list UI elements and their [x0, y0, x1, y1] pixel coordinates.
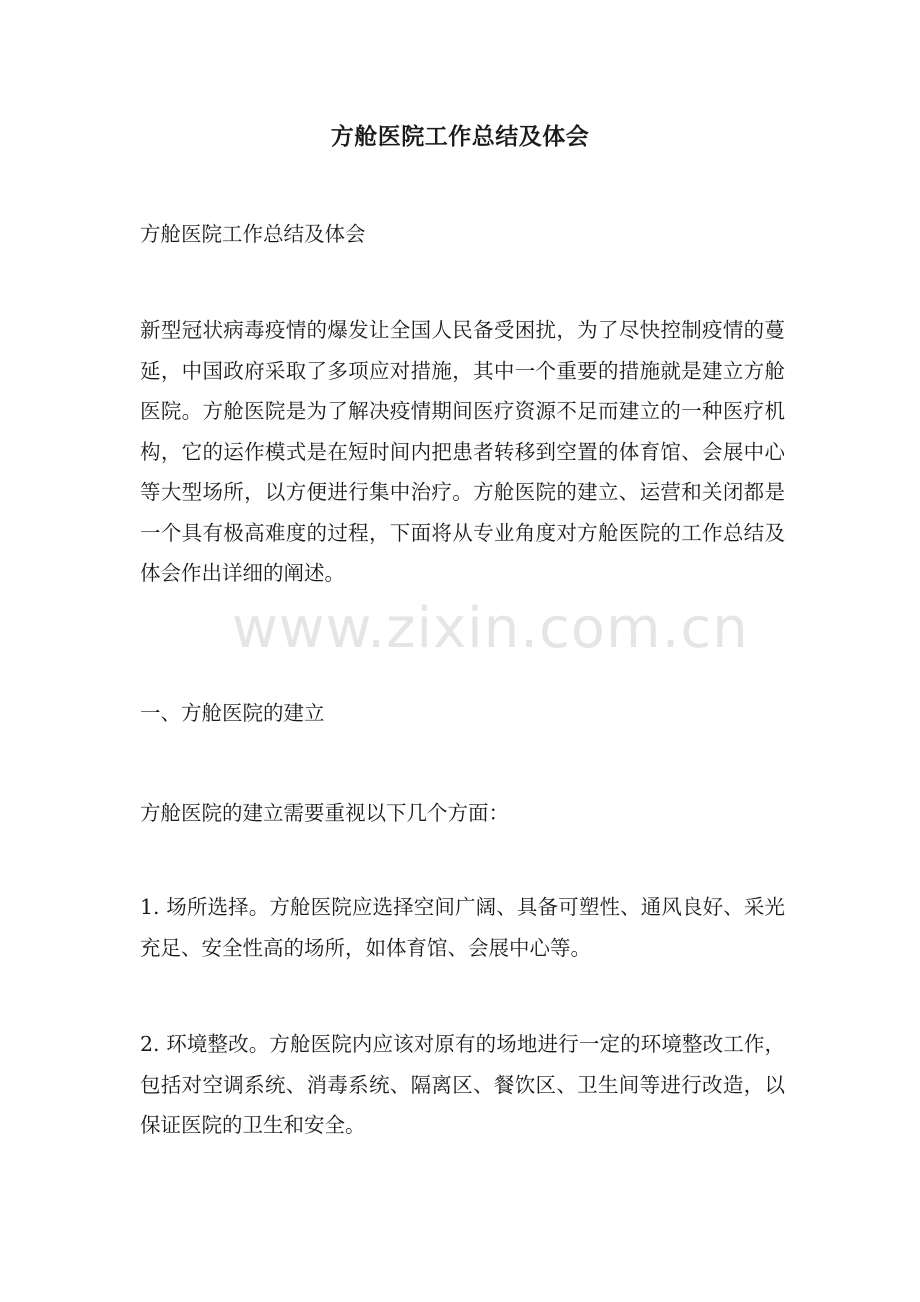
watermark: www.zixin.com.cn — [232, 596, 749, 661]
intro-paragraph: 新型冠状病毒疫情的爆发让全国人民备受困扰，为了尽快控制疫情的蔓延，中国政府采取了多项应对措施，其中一个重要的措施就是建立方舱医院。方舱医院是为了解决疫情期间医疗资源不足而建立的一种医疗机构，它的运作模式是在短时间内把患者转移到空置的体育馆、会展中心等大型场所，以方便进行集中治疗。方舱医院的建立、运营和关闭都是一个具有极高难度的过程，下面将从专业角度对方舱医院的工作总结及体会作出详细的阐述。 — [140, 318, 785, 585]
section-lead-paragraph: 方舱医院的建立需要重视以下几个方面： — [140, 801, 509, 825]
document-title: 方舱医院工作总结及体会 — [330, 123, 590, 150]
section-heading: 一、方舱医院的建立 — [140, 701, 325, 725]
list-item: 2. 环境整改。方舱医院内应该对原有的场地进行一定的环境整改工作，包括对空调系统、消毒系统、隔离区、餐饮区、卫生间等进行改造，以保证医院的卫生和安全。 — [140, 1032, 785, 1137]
document-subtitle: 方舱医院工作总结及体会 — [140, 222, 366, 246]
list-item: 1. 场所选择。方舱医院应选择空间广阔、具备可塑性、通风良好、采光充足、安全性高的场所，如体育馆、会展中心等。 — [140, 895, 785, 960]
